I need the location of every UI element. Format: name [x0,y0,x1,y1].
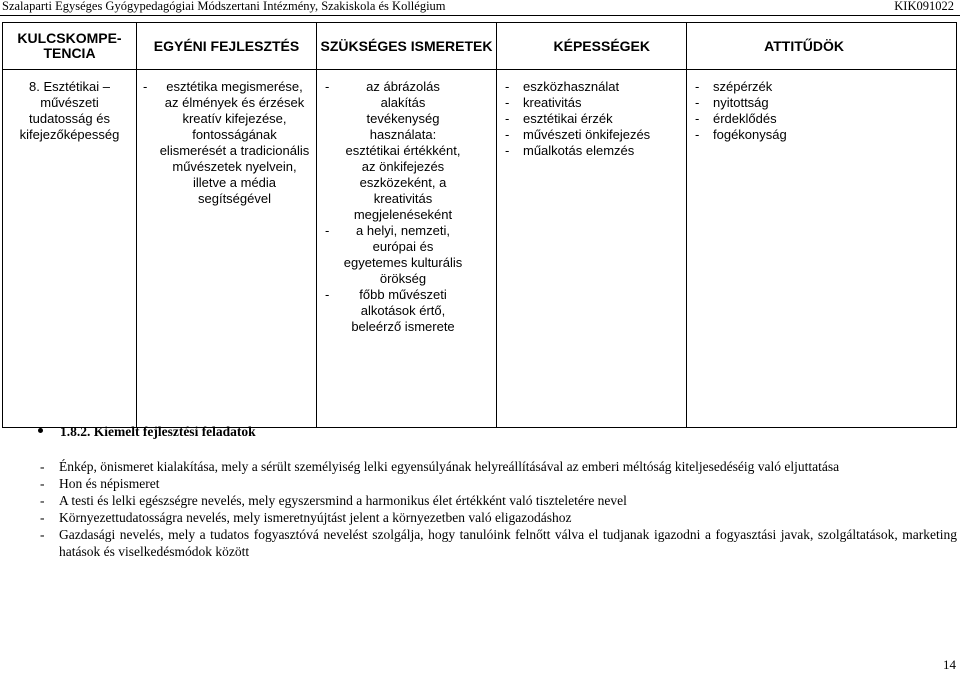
dash-marker: - [505,111,510,126]
cell-competence [3,70,137,428]
list-item [687,127,956,143]
cell-attitudes [687,70,957,428]
competence-line: művészeti [40,95,99,110]
header-attitudes: ATTITŰDÖK [687,23,957,70]
task-text: Hon és népismeret [59,476,160,491]
list-item [497,111,686,127]
attitudes-list [687,79,956,143]
bullet-icon [38,428,43,433]
competence-line: kifejezőképesség [19,127,120,142]
institution-name: Szalaparti Egységes Gyógypedagógiai Módszertani Intézmény, Szakiskola és Kollégium [2,0,446,13]
skill-text: műalkotás elemzés [523,143,635,158]
dash-marker: - [40,476,45,491]
list-item [317,223,496,287]
dash-marker: - [40,527,45,542]
list-item [497,143,686,159]
attitude-text: nyitottság [713,95,769,110]
dash-marker: - [505,143,510,158]
task-text: Gazdasági nevelés, mely a tudatos fogyasztóvá nevelést szolgálja, hogy tanulóink felnőtt válva el tudjanak igazodni a fogyasztási javak, szolgáltatások, marketing hatások és viselkedésmódok között [59,527,957,559]
list-item [40,492,957,509]
dash-marker: - [695,95,700,110]
knowledge-text: főbb művészeti alkotások értő, beleérző ismerete [351,287,455,334]
development-list [137,79,316,207]
dash-marker: - [40,459,45,474]
list-item [317,79,496,223]
dash-marker: - [325,79,330,94]
header-competence: KULCSKOMPE-TENCIA [3,23,137,70]
task-text: Énkép, önismeret kialakítása, mely a sérült személyiség lelki egyensúlyának helyreállításával az emberi méltóság kiteljesedéséig való eljuttatása [59,459,840,474]
list-item [687,95,956,111]
list-item [40,509,957,526]
list-item [317,287,496,335]
list-item [497,79,686,95]
header-skills: KÉPESSÉGEK [497,23,687,70]
development-tasks-list [40,458,957,560]
task-text: Környezettudatosságra nevelés, mely ismeretnyújtást jelent a környezetben való eligazodáshoz [59,510,572,525]
dash-marker: - [143,79,148,94]
header-knowledge: SZÜKSÉGES ISMERETEK [317,23,497,70]
skill-text: művészeti önkifejezés [523,127,651,142]
dash-marker: - [695,127,700,142]
list-item [497,127,686,143]
dash-marker: - [505,95,510,110]
skill-text: esztétikai érzék [523,111,613,126]
list-item [497,95,686,111]
knowledge-list [317,79,496,335]
skill-text: kreativitás [523,95,582,110]
cell-skills [497,70,687,428]
dash-marker: - [40,493,45,508]
attitude-text: szépérzék [713,79,773,94]
competence-line: tudatosság és [29,111,110,126]
dash-marker: - [325,287,330,302]
cell-development [137,70,317,428]
dash-marker: - [695,79,700,94]
header-development: EGYÉNI FEJLESZTÉS [137,23,317,70]
dash-marker: - [505,127,510,142]
skill-text: eszközhasználat [523,79,620,94]
page-number: 14 [943,657,956,672]
knowledge-text: az ábrázolás alakítás tevékenység használata: esztétikai értékként, az önkifejezés eszközeként, a kreativitás megjelenéseként [345,79,461,222]
document-code: KIK091022 [894,0,954,13]
list-item [687,111,956,127]
page-header [0,0,960,16]
skills-list [497,79,686,159]
attitude-text: fogékonyság [713,127,787,142]
list-item [687,79,956,95]
section-title: 1.8.2. Kiemelt fejlesztési feladatok [60,424,256,439]
development-text: esztétika megismerése, az élmények és érzések kreatív kifejezése, fontosságának elismerését a tradicionális művészetek nyelvein, illetve a média segítségével [159,79,310,206]
dash-marker: - [695,111,700,126]
task-text: A testi és lelki egészségre nevelés, mely egyszersmind a harmonikus élet értékként való tiszteletére nevel [59,493,627,508]
list-item [40,475,957,492]
table-header-row [3,23,957,70]
dash-marker: - [505,79,510,94]
list-item [40,526,957,560]
list-item [137,79,316,207]
list-item [40,458,957,475]
competence-table [2,22,957,428]
table-row [3,70,957,428]
competence-line: 8. Esztétikai – [29,79,110,94]
knowledge-text: a helyi, nemzeti, európai és egyetemes kulturális örökség [343,223,463,286]
attitude-text: érdeklődés [713,111,777,126]
cell-knowledge [317,70,497,428]
dash-marker: - [325,223,330,238]
dash-marker: - [40,510,45,525]
